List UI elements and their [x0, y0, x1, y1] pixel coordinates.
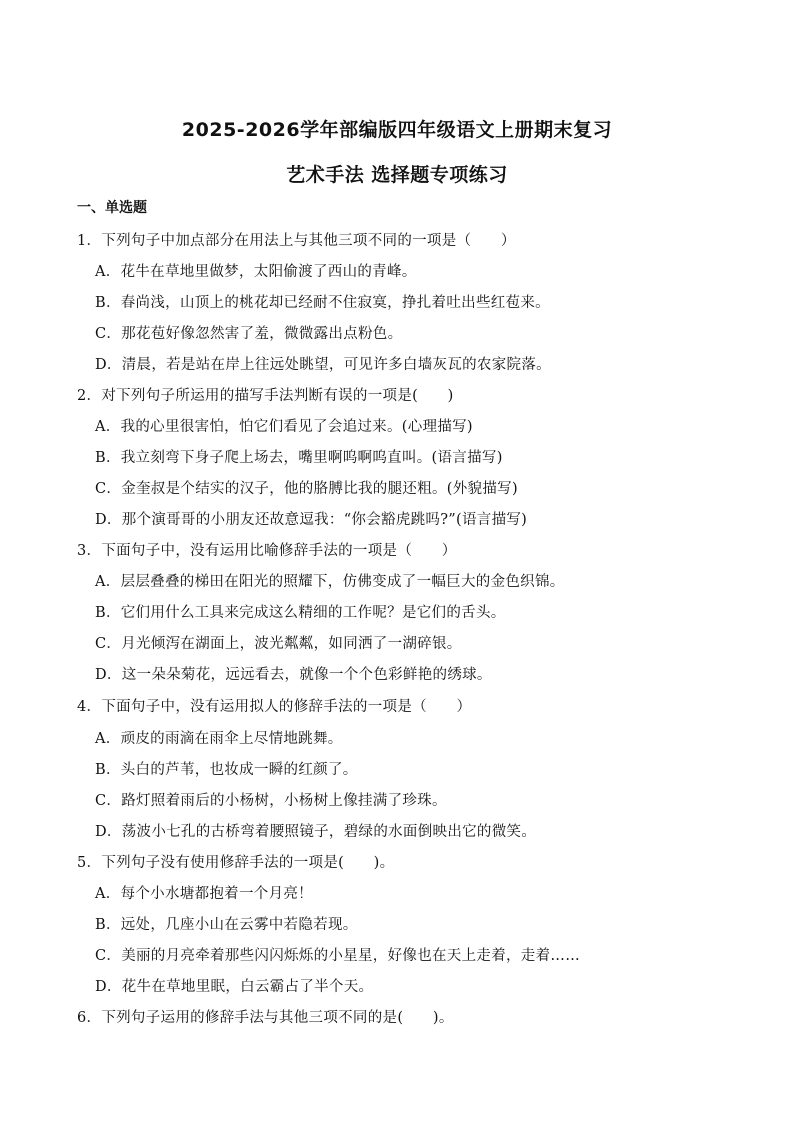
- question-3-option-d: D．这一朵朵菊花，远远看去，就像一个个色彩鲜艳的绣球。: [95, 667, 492, 683]
- question-6-stem: 6．下列句子运用的修辞手法与其他三项不同的是( )。: [77, 1010, 454, 1026]
- question-2-stem: 2．对下列句子所运用的描写手法判断有误的一项是( ): [77, 388, 454, 404]
- question-3-option-c: C．月光倾泻在湖面上，波光粼粼，如同洒了一湖碎银。: [95, 636, 462, 652]
- question-2-option-b: B．我立刻弯下身子爬上场去，嘴里啊呜啊呜直叫。(语言描写): [95, 450, 503, 466]
- question-1-option-d: D．清晨，若是站在岸上往远处眺望，可见许多白墙灰瓦的农家院落。: [95, 357, 551, 373]
- question-3-option-b: B．它们用什么工具来完成这么精细的工作呢？是它们的舌头。: [95, 605, 506, 621]
- question-4-option-b: B．头白的芦苇，也妆成一瞬的红颜了。: [95, 762, 358, 778]
- question-5-option-b: B．远处，几座小山在云雾中若隐若现。: [95, 917, 358, 933]
- question-3-option-a: A．层层叠叠的梯田在阳光的照耀下，仿佛变成了一幅巨大的金色织锦。: [95, 574, 565, 590]
- question-3-stem: 3．下面句子中，没有运用比喻修辞手法的一项是（ ）: [77, 543, 457, 559]
- question-4-stem: 4．下面句子中，没有运用拟人的修辞手法的一项是（ ）: [77, 699, 472, 715]
- question-1-stem: 1．下列句子中加点部分在用法上与其他三项不同的一项是（ ）: [77, 233, 516, 249]
- question-1-option-a: A．花牛在草地里做梦，太阳偷渡了西山的青峰。: [95, 264, 417, 280]
- question-2-option-d: D．那个演哥哥的小朋友还故意逗我：“你会豁虎跳吗?”(语言描写): [95, 512, 528, 528]
- question-1-option-b: B．春尚浅，山顶上的桃花却已经耐不住寂寞，挣扎着吐出些红苞来。: [95, 295, 550, 311]
- question-4-option-d: D．荡波小七孔的古桥弯着腰照镜子，碧绿的水面倒映出它的微笑。: [95, 824, 537, 840]
- question-5-option-c: C．美丽的月亮牵着那些闪闪烁烁的小星星，好像也在天上走着，走着……: [95, 948, 580, 964]
- question-5-option-a: A．每个小水塘都抱着一个月亮！: [95, 886, 313, 902]
- question-2-option-a: A．我的心里很害怕，怕它们看见了会追过来。(心理描写): [95, 419, 473, 435]
- question-5-option-d: D．花牛在草地里眠，白云霸占了半个天。: [95, 979, 374, 995]
- section-heading: 一、单选题: [77, 200, 147, 216]
- question-2-option-c: C．金奎叔是个结实的汉子，他的胳膊比我的腿还粗。(外貌描写): [95, 481, 518, 497]
- question-4-option-a: A．顽皮的雨滴在雨伞上尽情地跳舞。: [95, 731, 343, 747]
- question-5-stem: 5．下列句子没有使用修辞手法的一项是( )。: [77, 855, 395, 871]
- document-title: 2025-2026学年部编版四年级语文上册期末复习: [181, 119, 613, 141]
- question-1-option-c: C．那花苞好像忽然害了羞，微微露出点粉色。: [95, 326, 403, 342]
- question-4-option-c: C．路灯照着雨后的小杨树，小杨树上像挂满了珍珠。: [95, 793, 447, 809]
- document-subtitle: 艺术手法 选择题专项练习: [286, 164, 508, 186]
